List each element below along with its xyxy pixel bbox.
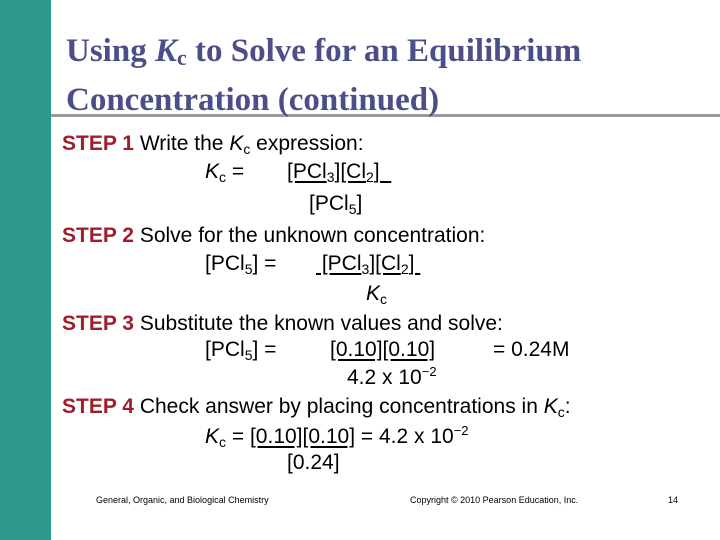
page-number: 14 [668,495,679,505]
footer-copyright: Copyright © 2010 Pearson Education, Inc. [410,495,579,505]
step2-lhs: [PCl$_5$] = [205,252,277,277]
footer-course: General, Organic, and Biological Chemistry [96,495,269,505]
step1-numerator: $[PCl_3][Cl_2]$ [287,160,392,185]
step4-equation: $K_c = [0.10][0.10] = 4.2$ x $10^{-2}$ [205,423,469,450]
step3-result: = 0.24M [493,338,570,361]
step4-denominator: [0.24] [287,451,340,474]
step4-line: STEP 4 Check answer by placing concentrations in $K_c$: [62,395,571,420]
step4-numerator: [0.10][0.10] [249,425,356,448]
step1-label: STEP 1 [62,132,134,155]
side-accent-bar [0,0,51,540]
step3-label: STEP 3 [62,312,134,335]
step1-denominator: [PCl$_5$] [309,192,363,217]
step1-line: STEP 1 Write the $K_c$ expression: [62,132,364,157]
step4-label: STEP 4 [62,395,134,418]
slide-title: Using $K_c$ to Solve for an Equilibrium Concentration (continued) [66,33,582,118]
step2-label: STEP 2 [62,224,134,247]
step2-numerator: $[PCl_3][Cl_2]$ [316,252,421,277]
step2-denominator: $K_c$ [366,282,388,307]
step3-line: STEP 3 Substitute the known values and solve: [62,312,503,335]
step3-numerator: [0.10][0.10] [330,338,436,361]
step3-denominator: 4.2 x $10^{-2}$ [347,364,437,389]
step2-line: STEP 2 Solve for the unknown concentration: [62,224,486,247]
step1-kc: $K_c$ = [205,160,245,185]
step3-lhs: [PCl$_5$] = [205,338,277,363]
